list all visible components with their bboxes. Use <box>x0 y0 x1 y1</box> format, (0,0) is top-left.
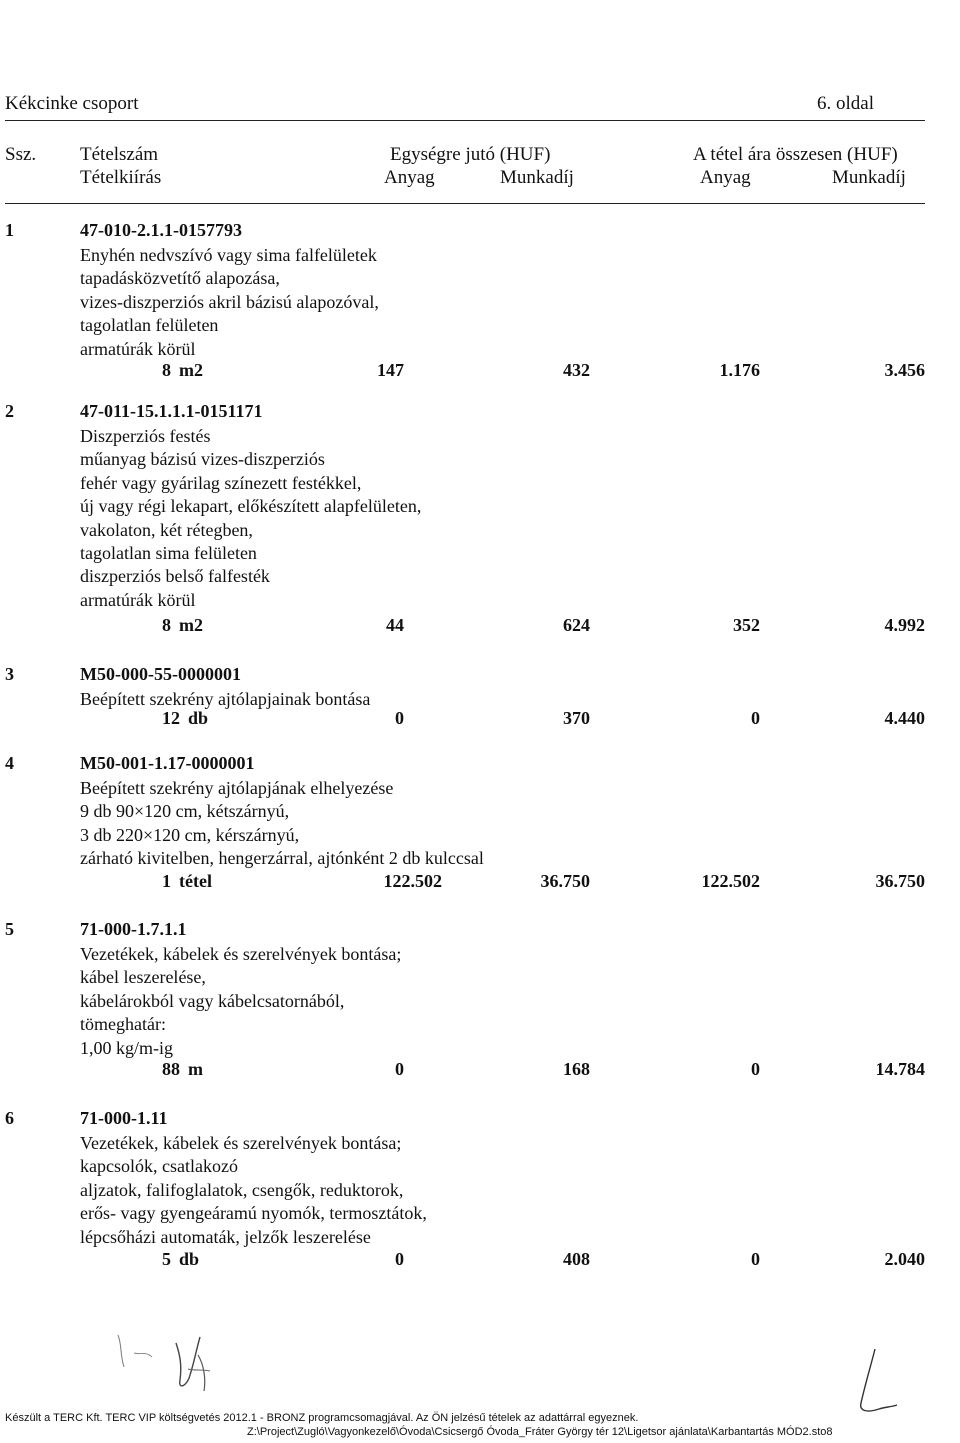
total-munkadij-value: 14.784 <box>875 1059 925 1079</box>
total-munkadij-value: 4.992 <box>884 615 925 635</box>
desc-line: tagolatlan sima felületen <box>80 542 257 563</box>
group-title: Kékcinke csoport <box>5 93 139 114</box>
col-total-munkadij: Munkadíj <box>832 167 906 188</box>
desc-line: Beépített szekrény ajtólapjának elhelyezése <box>80 778 394 798</box>
item-number: 2 <box>5 401 14 421</box>
col-ssz: Ssz. <box>5 144 37 165</box>
unit-anyag-value: 0 <box>395 1059 404 1079</box>
quantity-unit: tétel <box>179 871 212 891</box>
desc-line: 3 db 220×120 cm, kérszárnyú, <box>80 824 300 845</box>
total-anyag-value: 1.176 <box>719 360 760 380</box>
desc-line: Vezetékek, kábelek és szerelvények bontása; <box>80 1133 402 1153</box>
unit-anyag-value: 122.502 <box>383 871 442 891</box>
item-quantity <box>162 615 203 636</box>
footer-path: Z:\Project\Zugló\Vagyonkezelő\Óvoda\Csicsergő Óvoda_Fráter György tér 12\Ligetsor ajánlata\Karbantartás MÓD2.sto8 <box>247 1426 833 1438</box>
unit-anyag-value: 147 <box>377 360 404 380</box>
total-anyag-value: 0 <box>751 1059 760 1079</box>
desc-line: kapcsolók, csatlakozó <box>80 1156 238 1177</box>
item-code: 71-000-1.11 <box>80 1108 168 1128</box>
quantity-value: 1 <box>162 871 171 891</box>
desc-line: vizes-diszperziós akril bázisú alapozóval, <box>80 291 379 312</box>
signature-mark-left <box>110 1325 240 1400</box>
quantity-value: 5 <box>162 1249 171 1269</box>
col-total-group: A tétel ára összesen (HUF) <box>693 144 898 165</box>
item-code: 47-011-15.1.1.1-0151171 <box>80 401 263 421</box>
quantity-unit: m <box>188 1059 203 1079</box>
desc-line: aljzatok, falifoglalatok, csengők, reduktorok, <box>80 1179 404 1200</box>
page-number: 6. oldal <box>817 93 874 114</box>
item-description <box>80 943 401 1060</box>
unit-anyag-value: 0 <box>395 708 404 728</box>
desc-line: 1,00 kg/m-ig <box>80 1037 173 1058</box>
desc-line: zárható kivitelben, hengerzárral, ajtónként 2 db kulccsal <box>80 848 484 869</box>
desc-line: tapadásközvetítő alapozása, <box>80 268 280 289</box>
total-anyag-value: 352 <box>733 615 760 635</box>
desc-line: armatúrák körül <box>80 338 196 359</box>
desc-line: kábel leszerelése, <box>80 967 206 988</box>
col-unit-group: Egységre jutó (HUF) <box>390 144 551 165</box>
desc-line: Vezetékek, kábelek és szerelvények bontása; <box>80 944 402 964</box>
desc-line: vakolaton, két rétegben, <box>80 519 253 540</box>
total-munkadij-value: 3.456 <box>884 360 925 380</box>
item-number: 4 <box>5 753 14 773</box>
item-code: M50-001-1.17-0000001 <box>80 753 255 773</box>
desc-line: diszperziós belső falfesték <box>80 566 270 587</box>
desc-line: Diszperziós festés <box>80 426 211 446</box>
col-unit-anyag: Anyag <box>384 167 435 188</box>
col-tetelszam: Tételszám <box>80 144 159 165</box>
quantity-unit: m2 <box>179 360 203 380</box>
col-total-anyag: Anyag <box>700 167 751 188</box>
item-code: 71-000-1.7.1.1 <box>80 919 187 939</box>
item-number: 5 <box>5 919 14 939</box>
item-description <box>80 1132 427 1249</box>
desc-line: tagolatlan felületen <box>80 315 219 336</box>
item-quantity <box>162 708 208 729</box>
item-quantity <box>162 1249 199 1270</box>
total-anyag-value: 0 <box>751 708 760 728</box>
item-number: 1 <box>5 220 14 240</box>
unit-anyag-value: 0 <box>395 1249 404 1269</box>
unit-munkadij-value: 624 <box>563 615 590 635</box>
desc-line: kábelárokból vagy kábelcsatornából, <box>80 990 345 1011</box>
item-description <box>80 244 379 361</box>
total-munkadij-value: 36.750 <box>875 871 925 891</box>
total-munkadij-value: 4.440 <box>884 708 925 728</box>
total-anyag-value: 122.502 <box>701 871 760 891</box>
desc-line: 9 db 90×120 cm, kétszárnyú, <box>80 801 290 822</box>
item-quantity <box>162 871 212 892</box>
item-code: 47-010-2.1.1-0157793 <box>80 220 242 240</box>
desc-line: fehér vagy gyárilag színezett festékkel, <box>80 472 362 493</box>
unit-munkadij-value: 408 <box>563 1249 590 1269</box>
unit-munkadij-value: 36.750 <box>540 871 590 891</box>
signature-mark-right <box>845 1345 905 1420</box>
desc-line: Enyhén nedvszívó vagy sima falfelületek <box>80 245 377 265</box>
unit-anyag-value: 44 <box>386 615 404 635</box>
quantity-unit: m2 <box>179 615 203 635</box>
desc-line: lépcsőházi automaták, jelzők leszerelése <box>80 1226 371 1247</box>
item-description <box>80 777 484 871</box>
quantity-value: 8 <box>162 615 171 635</box>
desc-line: tömeghatár: <box>80 1014 166 1035</box>
item-number: 3 <box>5 664 14 684</box>
desc-line: új vagy régi lekapart, előkészített alapfelületen, <box>80 496 422 517</box>
quantity-value: 8 <box>162 360 171 380</box>
unit-munkadij-value: 168 <box>563 1059 590 1079</box>
desc-line: Beépített szekrény ajtólapjainak bontása <box>80 689 371 709</box>
col-unit-munkadij: Munkadíj <box>500 167 574 188</box>
item-quantity <box>162 1059 203 1080</box>
footer-note: Készült a TERC Kft. TERC VIP költségvetés 2012.1 - BRONZ programcsomagjával. Az ÖN jelzésű tételek az adattárral egyeznek. <box>5 1412 639 1424</box>
unit-munkadij-value: 370 <box>563 708 590 728</box>
item-quantity <box>162 360 203 381</box>
total-munkadij-value: 2.040 <box>884 1249 925 1269</box>
header-rule <box>5 120 925 121</box>
desc-line: erős- vagy gyengeáramú nyomók, termosztátok, <box>80 1203 427 1224</box>
desc-line: műanyag bázisú vizes-diszperziós <box>80 449 325 470</box>
quantity-value: 12 <box>162 708 180 728</box>
item-number: 6 <box>5 1108 14 1128</box>
quantity-value: 88 <box>162 1059 180 1079</box>
quantity-unit: db <box>179 1249 200 1269</box>
desc-line: armatúrák körül <box>80 589 196 610</box>
col-tetelkiiras: Tételkiírás <box>80 167 162 188</box>
unit-munkadij-value: 432 <box>563 360 590 380</box>
item-code: M50-000-55-0000001 <box>80 664 241 684</box>
quantity-unit: db <box>188 708 209 728</box>
column-header-rule <box>5 203 925 204</box>
total-anyag-value: 0 <box>751 1249 760 1269</box>
item-description <box>80 425 421 612</box>
